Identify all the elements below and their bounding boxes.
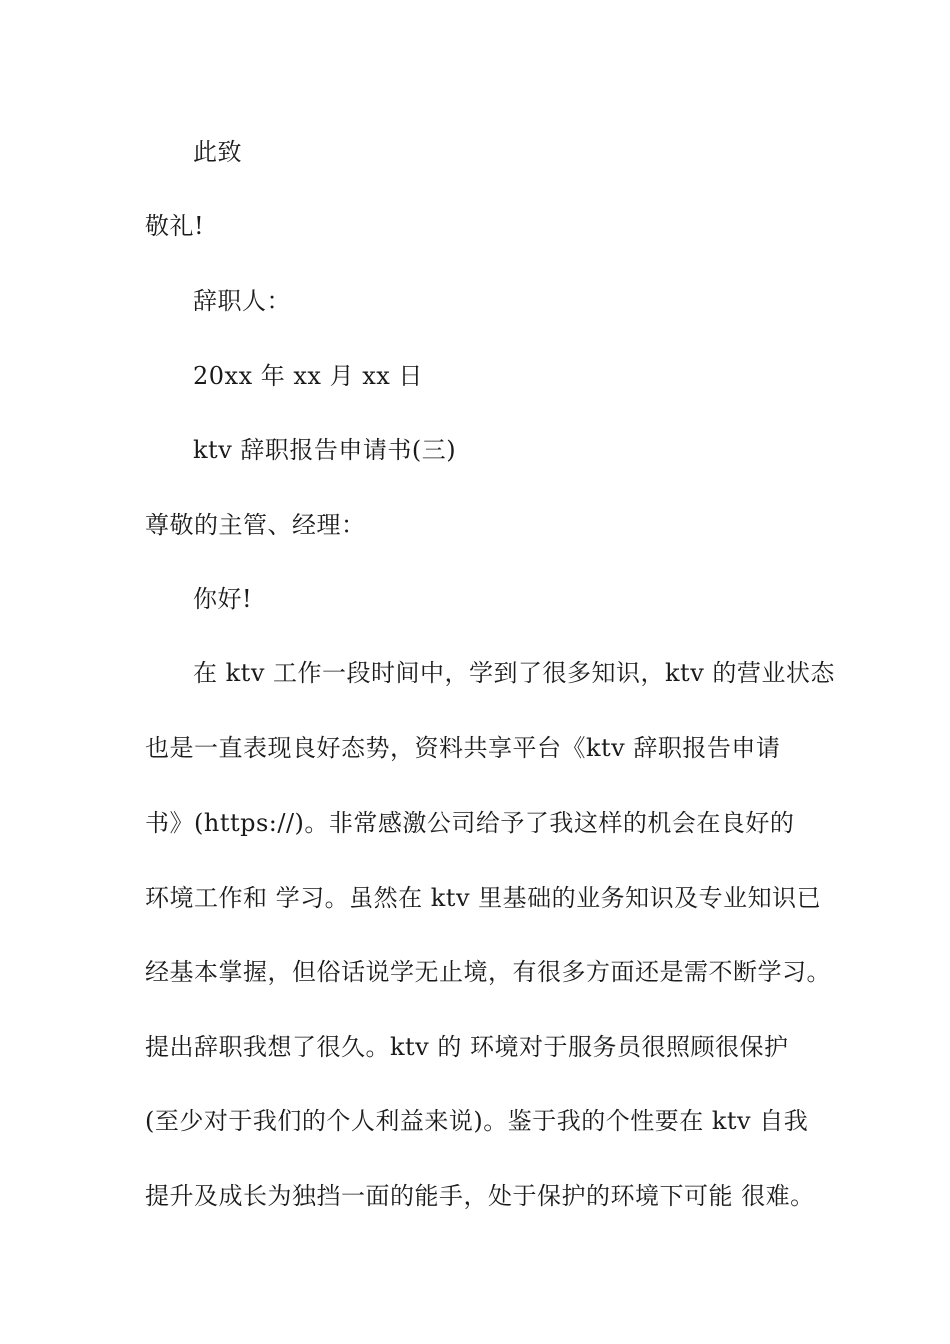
- body-line: 在 ktv 工作一段时间中，学到了很多知识，ktv 的营业状态: [193, 659, 835, 687]
- body-line: 也是一直表现良好态势，资料共享平台《ktv 辞职报告申请: [145, 734, 781, 762]
- signature-date: 20xx 年 xx 月 xx 日: [193, 362, 423, 390]
- body-line: 提升及成长为独挡一面的能手，处于保护的环境下可能 很难。: [145, 1182, 815, 1210]
- letter-greeting: 你好!: [193, 585, 253, 613]
- section-title: ktv 辞职报告申请书(三): [193, 436, 457, 464]
- letter-recipient: 尊敬的主管、经理：: [145, 511, 366, 539]
- closing-salute: 此致: [193, 138, 242, 166]
- body-line: 环境工作和 学习。虽然在 ktv 里基础的业务知识及专业知识已: [145, 884, 822, 912]
- closing-regards: 敬礼!: [145, 212, 205, 240]
- body-line: 提出辞职我想了很久。ktv 的 环境对于服务员很照顾很保护: [145, 1033, 789, 1061]
- body-line: (至少对于我们的个人利益来说)。鉴于我的个性要在 ktv 自我: [145, 1107, 809, 1135]
- body-line: 书》(https://)。非常感激公司给予了我这样的机会在良好的: [145, 809, 795, 837]
- signer-label: 辞职人：: [193, 287, 291, 315]
- body-line: 经基本掌握，但俗话说学无止境，有很多方面还是需不断学习。: [145, 958, 831, 986]
